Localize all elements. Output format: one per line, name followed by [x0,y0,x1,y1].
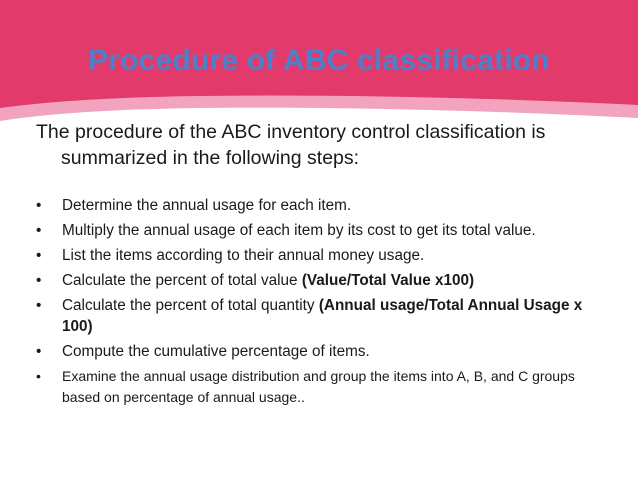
step-text: Multiply the annual usage of each item by its cost to get its total value. [62,222,536,239]
bullet-icon: • [36,272,42,289]
bullet-icon: • [36,222,42,239]
bullet-icon: • [36,368,41,384]
step-text: Calculate the percent of total value [62,272,302,289]
step-text: Examine the annual usage distribution and group the items into A, B, and C groups based on percentage of annual usage.. [62,368,575,405]
steps-list [36,195,611,412]
list-item [36,195,611,216]
intro-text: The procedure of the ABC inventory control classification is summarized in the following steps: [36,121,546,169]
bullet-icon: • [36,297,42,314]
slide-title: Procedure of ABC classification [88,44,550,77]
list-item [36,220,611,241]
list-item [36,366,611,408]
step-text: Compute the cumulative percentage of items. [62,343,370,360]
list-item [36,245,611,266]
step-text: List the items according to their annual money usage. [62,247,425,264]
bullet-icon: • [36,197,42,214]
step-text: Determine the annual usage for each item. [62,197,352,214]
bullet-icon: • [36,343,42,360]
step-bold-text: (Value/Total Value x100) [301,272,475,289]
list-item [36,295,611,337]
bullet-icon: • [36,247,42,264]
list-item [36,270,611,291]
list-item [36,341,611,362]
step-bold-text: (Annual usage/Total Annual Usage x 100) [62,297,583,335]
step-text: Calculate the percent of total quantity [62,297,319,314]
